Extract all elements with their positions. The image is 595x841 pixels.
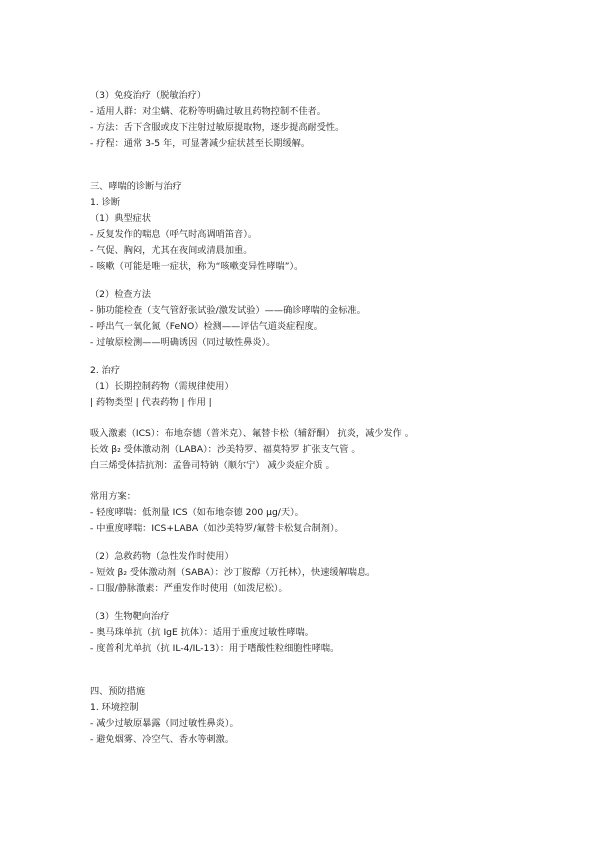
immunotherapy-line: - 方法：舌下含服或皮下注射过敏原提取物，逐步提高耐受性。	[90, 122, 345, 133]
regimen-heading: 常用方案：	[90, 491, 136, 502]
biologic-heading: （3）生物靶向治疗	[90, 611, 170, 622]
biologic-item: - 度普利尤单抗（抗 IL-4/IL-13）：用于嗜酸性粒细胞性哮喘。	[90, 643, 340, 654]
immunotherapy-line: - 疗程：通常 3-5 年，可显著减少症状甚至长期缓解。	[90, 138, 311, 149]
section-title: 三、哮喘的诊断与治疗	[90, 181, 182, 192]
section-title: 四、预防措施	[90, 686, 146, 697]
environment-item: - 避免烟雾、冷空气、香水等刺激。	[90, 734, 235, 745]
regimen-item: - 中重度哮喘：ICS+LABA（如沙美特罗/氟替卡松复合制剂）。	[90, 523, 344, 534]
immunotherapy-heading: （3）免疫治疗（脱敏治疗）	[90, 90, 207, 101]
exam-heading: （2）检查方法	[90, 289, 151, 300]
environment-item: - 减少过敏原暴露（同过敏性鼻炎）。	[90, 718, 239, 729]
rescue-item: - 口服/静脉激素：严重发作时使用（如泼尼松）。	[90, 583, 288, 594]
exam-item: - 呼出气一氧化氮（FeNO）检测——评估气道炎症程度。	[90, 321, 323, 332]
drug-row: 吸入激素（ICS）：布地奈德（普米克）、氟替卡松（辅舒酮） 抗炎，减少发作 。	[90, 428, 414, 439]
symptom-item: - 气促、胸闷，尤其在夜间或清晨加重。	[90, 245, 253, 256]
longterm-heading: （1）长期控制药物（需规律使用）	[90, 381, 234, 392]
rescue-item: - 短效 β₂ 受体激动剂（SABA）：沙丁胺醇（万托林），快速缓解喘息。	[90, 567, 376, 578]
exam-item: - 肺功能检查（支气管舒张试验/激发试验）——确诊哮喘的金标准。	[90, 305, 366, 316]
symptom-item: - 反复发作的喘息（呼气时高调哨笛音）。	[90, 229, 258, 240]
drug-row: 长效 β₂ 受体激动剂（LABA）：沙美特罗、福莫特罗 扩张支气管 。	[90, 444, 361, 455]
biologic-item: - 奥马珠单抗（抗 IgE 抗体）：适用于重度过敏性哮喘。	[90, 627, 314, 638]
document-page	[90, 88, 530, 748]
symptoms-heading: （1）典型症状	[90, 213, 151, 224]
symptom-item: - 咳嗽（可能是唯一症状，称为“咳嗽变异性哮喘”）。	[90, 261, 304, 272]
table-header: | 药物类型 | 代表药物 | 作用 |	[90, 397, 212, 408]
immunotherapy-line: - 适用人群：对尘螨、花粉等明确过敏且药物控制不佳者。	[90, 106, 326, 117]
exam-item: - 过敏原检测——明确诱因（同过敏性鼻炎）。	[90, 337, 276, 348]
subsection-title: 1. 环境控制	[90, 702, 139, 713]
subsection-title: 1. 诊断	[90, 197, 121, 208]
subsection-title: 2. 治疗	[90, 365, 121, 376]
regimen-item: - 轻度哮喘：低剂量 ICS（如布地奈德 200 μg/天）。	[90, 507, 304, 518]
drug-row: 白三烯受体拮抗剂：孟鲁司特钠（顺尔宁） 减少炎症介质 。	[90, 460, 335, 471]
rescue-heading: （2）急救药物（急性发作时使用）	[90, 551, 234, 562]
